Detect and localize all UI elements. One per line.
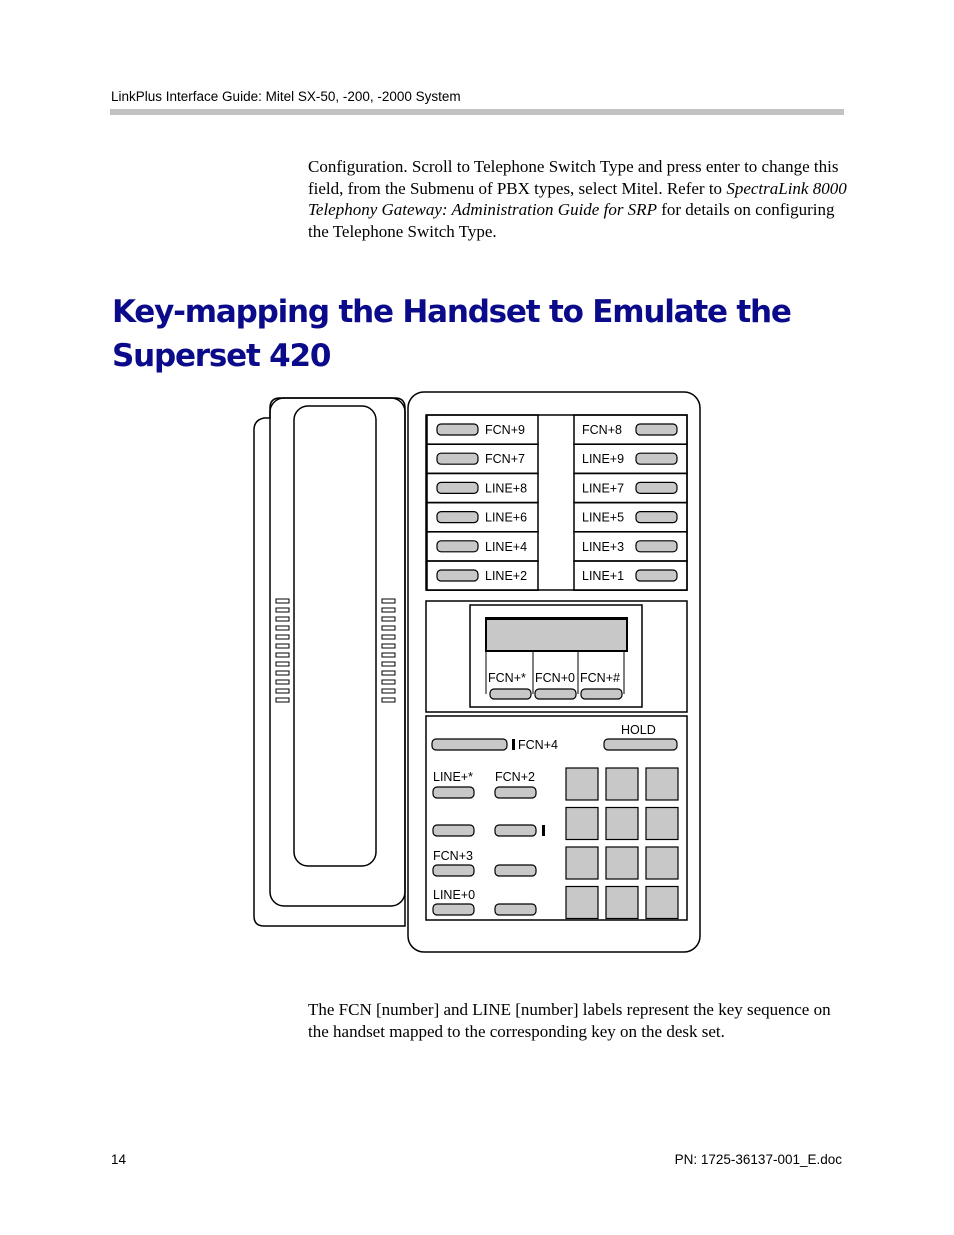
right-key-label: LINE+3 bbox=[582, 539, 625, 554]
left-key-label: LINE+6 bbox=[485, 510, 528, 525]
fcn2-key-button[interactable] bbox=[495, 787, 536, 798]
superset-420-diagram bbox=[250, 388, 705, 958]
intro-paragraph bbox=[308, 156, 848, 242]
right-key-label: LINE+9 bbox=[582, 452, 625, 467]
fcn2-label: FCN+2 bbox=[495, 770, 535, 784]
right-line-key-button[interactable] bbox=[636, 541, 677, 552]
display-key-label-fcn-star: FCN+* bbox=[488, 671, 526, 685]
dial-pad-key[interactable] bbox=[646, 887, 678, 919]
unlabeled-key-button[interactable] bbox=[433, 825, 474, 836]
dial-pad-key[interactable] bbox=[606, 768, 638, 800]
unlabeled-key-button[interactable] bbox=[495, 904, 536, 915]
right-key-label: LINE+1 bbox=[582, 569, 625, 583]
line-star-key-button[interactable] bbox=[433, 787, 474, 798]
running-header: LinkPlus Interface Guide: Mitel SX-50, -200, -2000 System bbox=[111, 89, 461, 104]
display-key-label-fcn-0: FCN+0 bbox=[535, 671, 575, 685]
left-key-label: LINE+4 bbox=[485, 539, 528, 554]
line0-key-button[interactable] bbox=[433, 904, 474, 915]
lcd-screen bbox=[486, 618, 627, 651]
dial-pad-key[interactable] bbox=[646, 808, 678, 840]
fcn4-key-button[interactable] bbox=[432, 739, 507, 750]
dial-pad-key[interactable] bbox=[646, 847, 678, 879]
display-key-button[interactable] bbox=[490, 689, 531, 699]
right-line-key-button[interactable] bbox=[636, 424, 677, 435]
intro-text-before: Configuration. Scroll to Telephone Switch Type and press enter to change this field, from the Submenu of PBX types, select Mitel. Refer to bbox=[308, 157, 839, 198]
unlabeled-key-button[interactable] bbox=[495, 865, 536, 876]
fcn4-indicator bbox=[512, 739, 515, 750]
section-heading bbox=[112, 290, 852, 378]
fcn4-label: FCN+4 bbox=[518, 738, 558, 752]
dial-pad-key[interactable] bbox=[606, 847, 638, 879]
display-key-label-fcn-hash: FCN+# bbox=[580, 671, 620, 685]
left-line-key-button[interactable] bbox=[437, 453, 478, 464]
fcn3-key-button[interactable] bbox=[433, 865, 474, 876]
right-key-label: FCN+8 bbox=[582, 423, 622, 437]
right-line-key-button[interactable] bbox=[636, 512, 677, 523]
intro-italic-reference: SpectraLink 8000 Telephony Gateway: Administration Guide for SRP bbox=[308, 178, 847, 219]
left-line-key-button[interactable] bbox=[437, 541, 478, 552]
right-line-key-button[interactable] bbox=[636, 570, 677, 581]
intro-text-after: for details on configuring the Telephone Switch Type. bbox=[308, 200, 835, 241]
right-key-label: LINE+5 bbox=[582, 510, 625, 525]
left-line-key-button[interactable] bbox=[437, 570, 478, 581]
page-number: 14 bbox=[111, 1152, 127, 1167]
heading-line-2: Superset 420 bbox=[112, 338, 331, 374]
display-key-button[interactable] bbox=[535, 689, 576, 699]
hold-key-button[interactable] bbox=[604, 739, 677, 750]
dial-pad-key[interactable] bbox=[566, 768, 598, 800]
unlabeled-key-button[interactable] bbox=[495, 825, 536, 836]
dial-pad-key[interactable] bbox=[566, 847, 598, 879]
left-key-label: FCN+9 bbox=[485, 423, 525, 437]
dial-pad-key[interactable] bbox=[646, 768, 678, 800]
heading-line-1: Key-mapping the Handset to Emulate the bbox=[112, 294, 791, 330]
part-number: PN: 1725-36137-001_E.doc bbox=[674, 1152, 842, 1167]
dial-pad-key[interactable] bbox=[606, 887, 638, 919]
right-line-key-button[interactable] bbox=[636, 482, 677, 493]
right-line-key-button[interactable] bbox=[636, 453, 677, 464]
left-key-label: LINE+2 bbox=[485, 569, 528, 583]
key-indicator bbox=[542, 825, 545, 836]
dial-pad-key[interactable] bbox=[606, 808, 638, 840]
fcn3-label: FCN+3 bbox=[433, 849, 473, 863]
line-star-label: LINE+* bbox=[433, 770, 473, 784]
left-line-key-button[interactable] bbox=[437, 424, 478, 435]
right-key-label: LINE+7 bbox=[582, 481, 625, 496]
left-line-key-button[interactable] bbox=[437, 512, 478, 523]
left-line-key-button[interactable] bbox=[437, 482, 478, 493]
left-key-label: LINE+8 bbox=[485, 481, 528, 496]
header-rule bbox=[110, 109, 844, 115]
dial-pad-key[interactable] bbox=[566, 887, 598, 919]
display-key-button[interactable] bbox=[581, 689, 622, 699]
hold-label: HOLD bbox=[621, 723, 656, 737]
dial-pad-key[interactable] bbox=[566, 808, 598, 840]
line0-label: LINE+0 bbox=[433, 888, 476, 902]
outro-paragraph: The FCN [number] and LINE [number] labels represent the key sequence on the handset mapped to the corresponding key on the desk set. bbox=[308, 1000, 831, 1041]
left-key-label: FCN+7 bbox=[485, 452, 525, 467]
